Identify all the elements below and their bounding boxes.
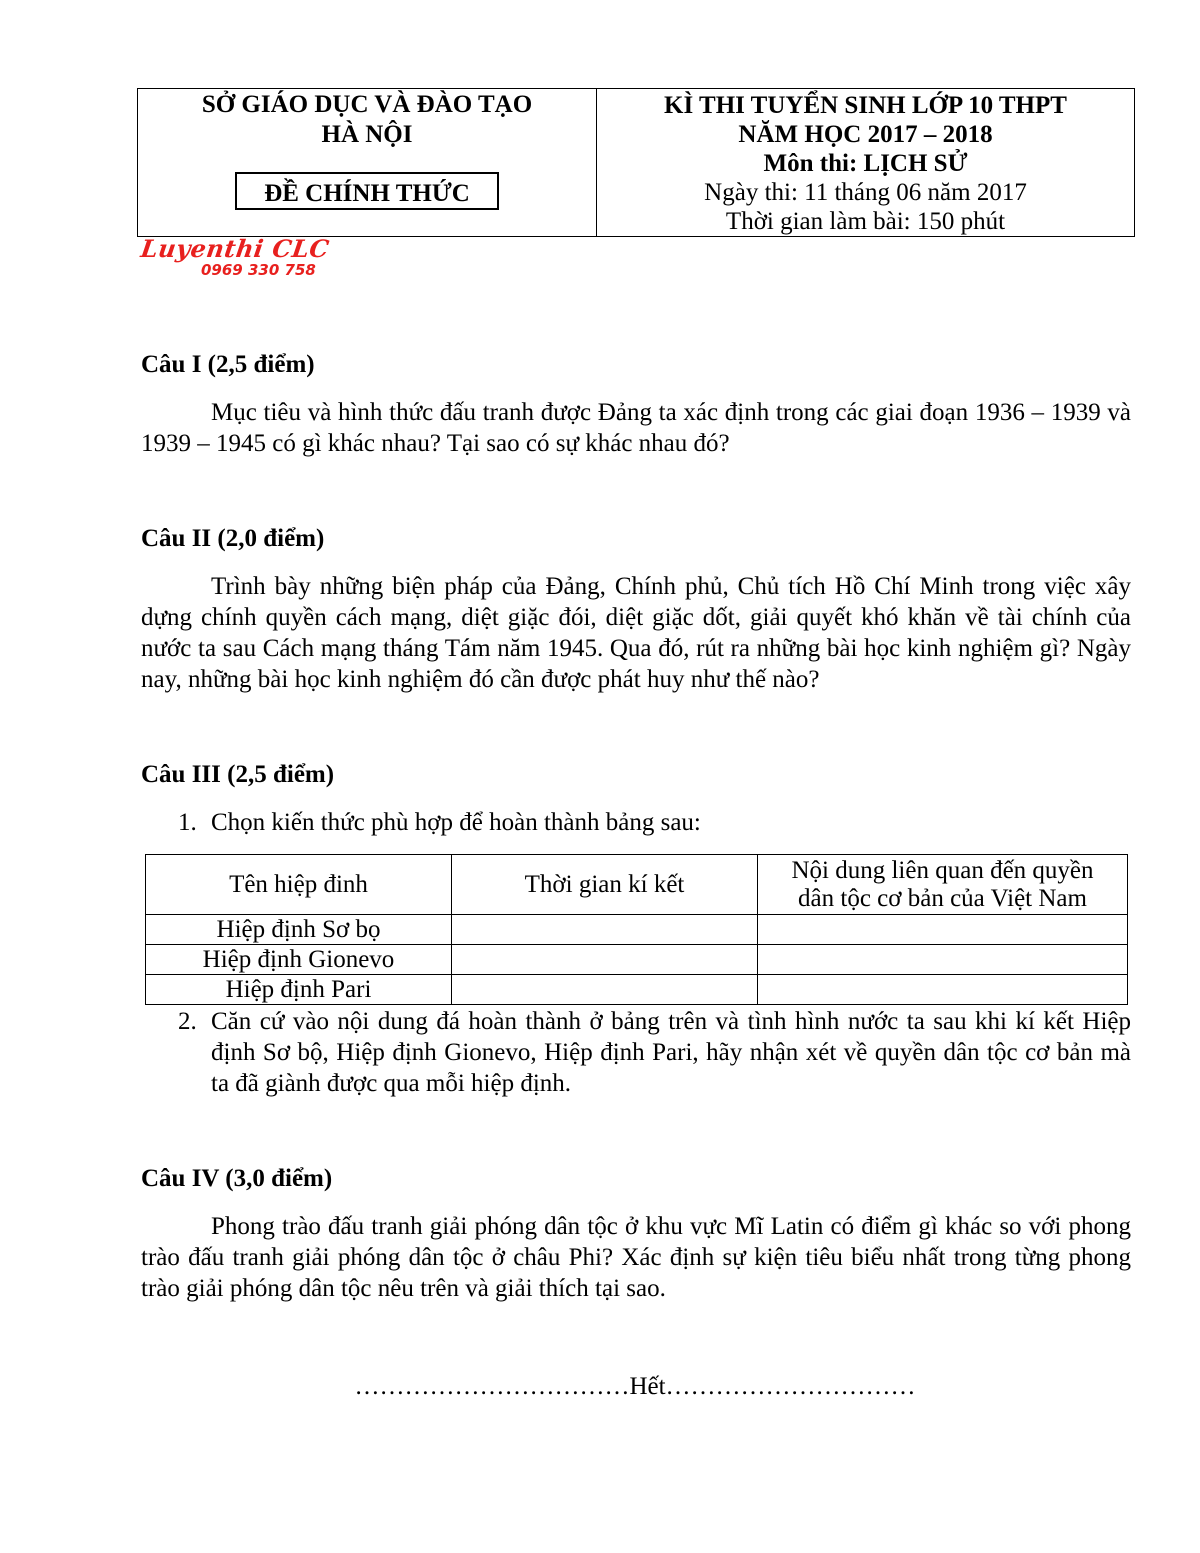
list-number: 1. bbox=[178, 809, 197, 836]
end-marker: ……………………………Hết………………………… bbox=[354, 1373, 916, 1400]
table-cell: Hiệp định Pari bbox=[146, 975, 452, 1005]
city-name: HÀ NỘI bbox=[321, 121, 413, 148]
watermark-logo bbox=[141, 236, 361, 284]
table-cell bbox=[758, 915, 1128, 945]
watermark-brand: Luyenthi CLC bbox=[139, 234, 332, 263]
school-year: NĂM HỌC 2017 – 2018 bbox=[738, 121, 993, 148]
column-header: Nội dung liên quan đến quyền dân tộc cơ bản của Việt Nam bbox=[758, 855, 1128, 915]
table-header-row bbox=[146, 855, 1128, 915]
header-left-cell bbox=[138, 89, 597, 237]
question-1-title: Câu I (2,5 điểm) bbox=[141, 351, 315, 378]
list-text: Chọn kiến thức phù hợp để hoàn thành bảng sau: bbox=[211, 809, 701, 836]
table-row bbox=[146, 975, 1128, 1005]
question-1-text: Mục tiêu và hình thức đấu tranh được Đảng ta xác định trong các giai đoạn 1936 – 1939 và 1939 – 1945 có gì khác nhau? Tại sao có sự khác nhau đó? bbox=[141, 399, 1131, 457]
table-cell bbox=[758, 945, 1128, 975]
official-exam-label: ĐỀ CHÍNH THỨC bbox=[235, 172, 499, 210]
department-name: SỞ GIÁO DỤC VÀ ĐÀO TẠO bbox=[201, 91, 533, 118]
question-4-text: Phong trào đấu tranh giải phóng dân tộc ở khu vực Mĩ Latin có điểm gì khác so với phong trào đấu tranh giải phóng dân tộc ở châu Phi? Xác định sự kiện tiêu biểu nhất trong từng phong trào giải phóng dân tộc nêu trên và giải thích tại sao. bbox=[141, 1213, 1131, 1302]
table-cell bbox=[758, 975, 1128, 1005]
question-4-title: Câu IV (3,0 điểm) bbox=[141, 1165, 333, 1192]
exam-header bbox=[137, 88, 1135, 237]
exam-subject: Môn thi: LỊCH SỬ bbox=[763, 150, 968, 177]
table-cell: Hiệp định Sơ bọ bbox=[146, 915, 452, 945]
question-1 bbox=[141, 350, 1131, 459]
watermark-phone: 0969 330 758 bbox=[201, 261, 316, 279]
question-2-text: Trình bày những biện pháp của Đảng, Chính phủ, Chủ tích Hồ Chí Minh trong việc xây dựng chính quyền cách mạng, diệt giặc đói, diệt giặc dốt, giải quyết khó khăn về tài chính của nước ta sau Cách mạng tháng Tám năm 1945. Qua đó, rút ra những bài học kinh nghiệm gì? Ngày nay, những bài học kinh nghiệm đó cần được phát huy như thế nào? bbox=[141, 573, 1131, 693]
column-header: Tên hiệp đinh bbox=[146, 855, 452, 915]
question-3-title: Câu III (2,5 điểm) bbox=[141, 761, 335, 788]
exam-duration: Thời gian làm bài: 150 phút bbox=[725, 208, 1006, 235]
treaty-table bbox=[145, 854, 1128, 1005]
table-cell bbox=[452, 975, 758, 1005]
question-4 bbox=[141, 1164, 1131, 1304]
question-2-title: Câu II (2,0 điểm) bbox=[141, 525, 325, 552]
question-2 bbox=[141, 524, 1131, 695]
question-3-item-1 bbox=[141, 807, 1131, 838]
list-number: 2. bbox=[178, 1008, 197, 1035]
header-right-cell bbox=[597, 89, 1135, 237]
question-3-part-2 bbox=[141, 1006, 1131, 1099]
table-cell bbox=[452, 945, 758, 975]
table-row bbox=[146, 945, 1128, 975]
table-cell: Hiệp định Gionevo bbox=[146, 945, 452, 975]
list-text: Căn cứ vào nội dung đá hoàn thành ở bảng trên và tình hình nước ta sau khi kí kết Hiệp định Sơ bộ, Hiệp định Gionevo, Hiệp định Pari, hãy nhận xét về quyền dân tộc cơ bản mà ta đã giành được qua mỗi hiệp định. bbox=[211, 1008, 1131, 1097]
table-row bbox=[146, 915, 1128, 945]
table-cell bbox=[452, 915, 758, 945]
exam-date: Ngày thi: 11 tháng 06 năm 2017 bbox=[704, 179, 1027, 206]
column-header: Thời gian kí kết bbox=[452, 855, 758, 915]
exam-title: KÌ THI TUYỂN SINH LỚP 10 THPT bbox=[664, 92, 1067, 119]
question-3 bbox=[141, 760, 1131, 838]
question-3-item-2 bbox=[141, 1006, 1131, 1099]
